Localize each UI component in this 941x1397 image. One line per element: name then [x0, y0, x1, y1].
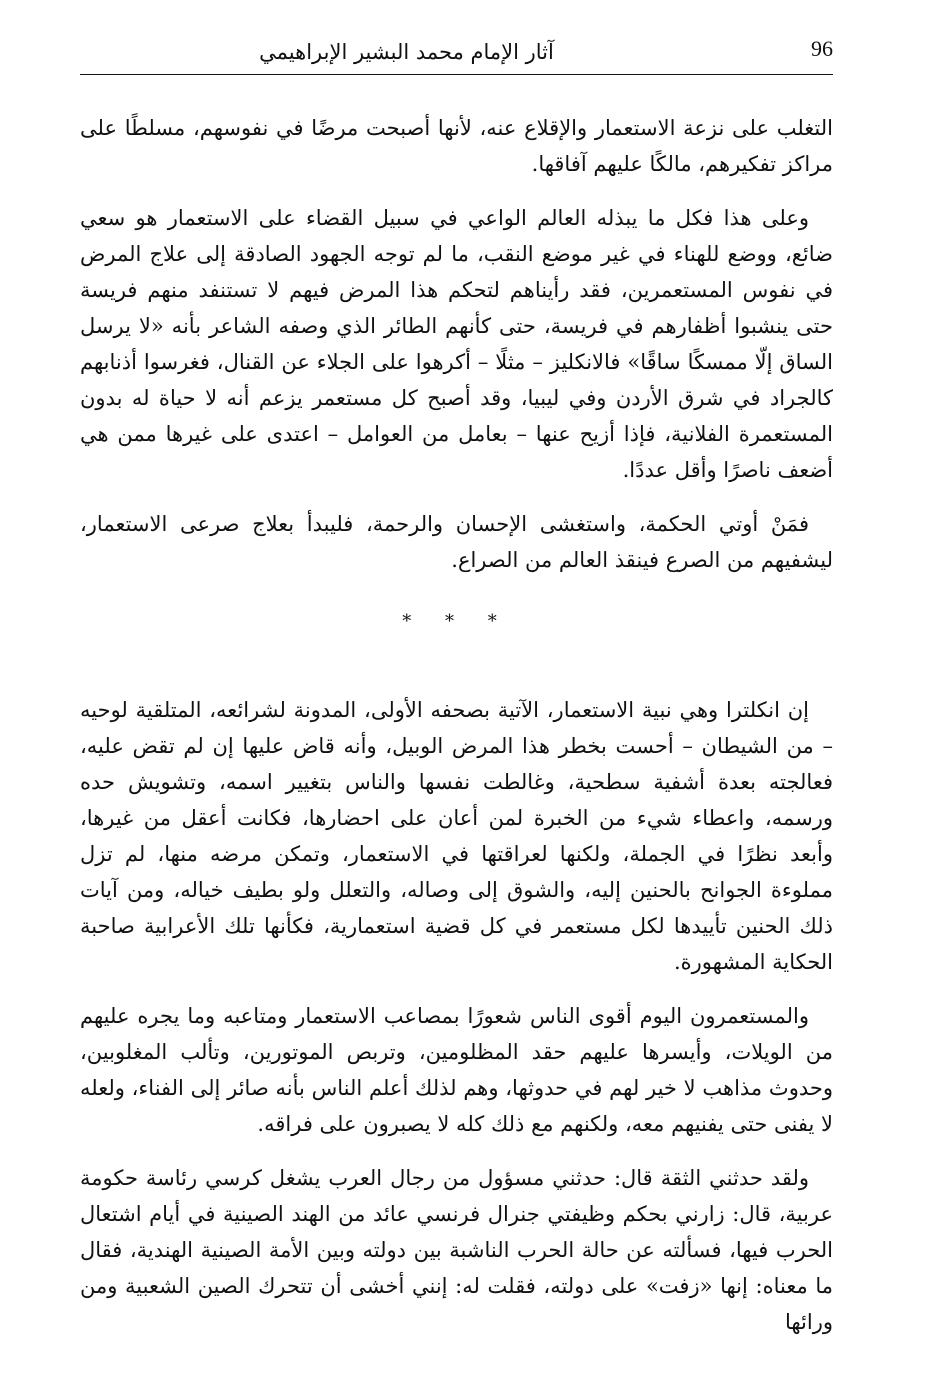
paragraph-3: فمَنْ أوتي الحكمة، واستغشى الإحسان والرحمة، فليبدأ بعلاج صرعى الاستعمار، ليشفيهم من الصرع فينقذ العالم من الصراع. — [80, 512, 833, 572]
section-separator: * * * — [402, 611, 511, 632]
paragraph-1: التغلب على نزعة الاستعمار والإقلاع عنه، لأنها أصبحت مرضًا في نفوسهم، مسلطًا على مراكز تفكيرهم، مالكًا عليهم آفاقها. — [80, 116, 833, 176]
paragraph-6: ولقد حدثني الثقة قال: حدثني مسؤول من رجال العرب يشغل كرسي رئاسة حكومة عربية، قال: زارني بحكم وظيفتي جنرال فرنسي عائد من الهند الصينية في أيام اشتعال الحرب فيها، فسألته عن حالة الحرب الناشبة بين دولته وبين الأمة الصينية الهندية، فقال ما معناه: إنها «زفت» على دولته، فقلت له: إنني أخشى أن تتحرك الصين الشعبية ومن ورائها — [80, 1166, 833, 1334]
paragraph-2: وعلى هذا فكل ما يبذله العالم الواعي في سبيل القضاء على الاستعمار هو سعي ضائع، ووضع للهناء في غير موضع النقب، ما لم توجه الجهود الصادقة إلى علاج المرض في نفوس المستعمرين، فقد رأيناهم لتحكم هذا المرض فيهم لا تستنفد منهم فريسة حتى ينشبوا أظفارهم في فريسة، حتى كأنهم الطائر الذي وصفه الشاعر بأنه «لا يرسل الساق إلّا ممسكًا ساقًا» فالانكليز – مثلًا – أكرهوا على الجلاء عن القنال، فغرسوا أذنابهم كالجراد في شرق الأردن وفي ليبيا، وقد أصبح كل مستعمر يزعم أنه لا حياة له بدون المستعمرة الفلانية، فإذا أزيح عنها – بعامل من العوامل – اعتدى على غيرها ممن هي أضعف ناصرًا وأقل عددًا. — [80, 206, 833, 482]
body-text — [80, 110, 833, 1358]
running-head — [80, 36, 833, 75]
page-number: 96 — [811, 36, 833, 61]
running-title: آثار الإمام محمد البشير الإبراهيمي — [259, 40, 554, 64]
paragraph-5: والمستعمرون اليوم أقوى الناس شعورًا بمصاعب الاستعمار ومتاعبه وما يجره عليهم من الويلات، وأيسرها عليهم حقد المظلومين، وتربص الموتورين، وتألب المغلوبين، وحدوث مذاهب لا خير لهم في حدوثها، وهم لذلك أعلم الناس بأنه صائر إلى الفناء، ولعله لا يفنى حتى يفنيهم معه، ولكنهم مع ذلك كله لا يصبرون على فراقه. — [80, 1004, 833, 1136]
paragraph-4: إن انكلترا وهي نبية الاستعمار، الآتية بصحفه الأولى، المدونة لشرائعه، المتلقية لوحيه – من الشيطان – أحست بخطر هذا المرض الوبيل، وأنه قاض عليها إن لم تقض عليه، فعالجته بعدة أشفية سطحية، وغالطت نفسها والناس بتغيير اسمه، وتشويش حده ورسمه، واعطاء شيء من الخبرة لمن أعان على احضارها، فكانت أعقل من غيرها، وأبعد نظرًا في الجملة، ولكنها لعراقتها في الاستعمار، وتمكن مرضه منها، لم تزل مملوءة الجوانح بالحنين إليه، والشوق إلى وصاله، والتعلل ولو بطيف خياله، ومن آيات ذلك الحنين تأييدها لكل مستعمر في كل قضية استعمارية، فكأنها تلك الأعرابية صاحبة الحكاية المشهورة. — [80, 698, 833, 974]
